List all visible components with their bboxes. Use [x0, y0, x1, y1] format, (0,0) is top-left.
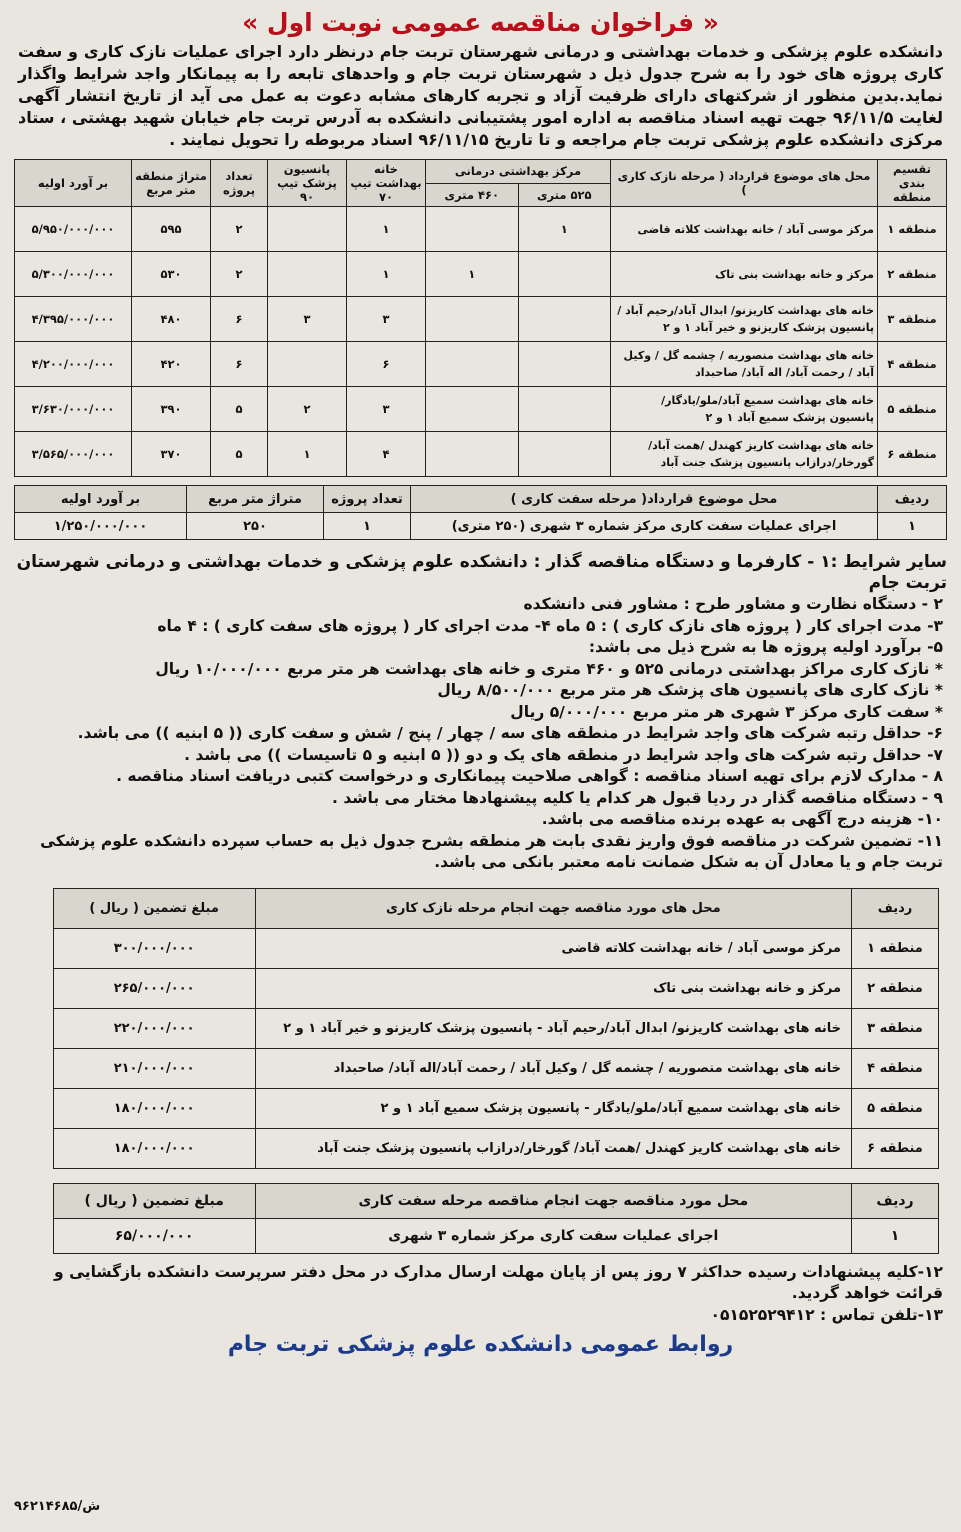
cell-estimate: ۵/۳۰۰/۰۰۰/۰۰۰ [15, 252, 132, 297]
cell-row: منطقه ۶ [852, 1128, 939, 1168]
col-hc-525: ۵۲۵ متری [518, 183, 610, 207]
cell-hc525 [518, 342, 610, 387]
cell-count: ۶ [211, 342, 268, 387]
condition-item: ۱۱- تضمین شرکت در مناقصه فوق واریز نقدی بابت هر منطقه بشرح جدول ذیل به حساب سپرده دانشکده علوم پزشکی تربت جام و یا معادل آن به شکل ضمانت نامه معتبر بانکی می باشد. [40, 831, 943, 871]
cell-count: ۵ [211, 387, 268, 432]
cell-region: منطقه ۳ [878, 297, 947, 342]
notice-title: « فراخوان مناقصه عمومی نوبت اول » [242, 8, 719, 37]
cell-house: ۶ [347, 342, 426, 387]
cell-amount: ۲۱۰/۰۰۰/۰۰۰ [53, 1048, 255, 1088]
cell-row: منطقه ۲ [852, 968, 939, 1008]
cell-location: خانه های بهداشت کاریزنو/ ابدال آباد/رحیم آباد /پانسیون پزشک کاریزنو و خیر آباد ۱ و ۲ [611, 297, 878, 342]
cell-hc460 [426, 297, 519, 342]
cell-location: مرکز موسی آباد / خانه بهداشت کلاته قاضی [611, 207, 878, 252]
cell-amount: ۱۸۰/۰۰۰/۰۰۰ [53, 1128, 255, 1168]
cell-amount: ۳۰۰/۰۰۰/۰۰۰ [53, 928, 255, 968]
table-row [15, 432, 947, 477]
table-row [53, 928, 938, 968]
condition-item: ۹ - دستگاه مناقصه گذار در ردیا قبول هر کدام یا کلیه پیشنهادها مختار می باشد . [332, 788, 943, 807]
cell-hc525 [518, 432, 610, 477]
closing-notes [18, 1262, 943, 1327]
cell-row: منطقه ۴ [852, 1048, 939, 1088]
cell-location: خانه های بهداشت منصوریه / چشمه گل / وکیل آباد / رحمت آباد/اله آباد/ صاحبداد [255, 1048, 851, 1088]
cell-area: ۵۹۵ [132, 207, 211, 252]
cell-location: خانه های بهداشت کاریز کهندل /همت آباد/ گورخار/درازاب پانسیون پزشک جنت آباد [611, 432, 878, 477]
cell-area: ۳۹۰ [132, 387, 211, 432]
intro-paragraph: دانشکده علوم پزشکی و خدمات بهداشتی و درمانی شهرستان تربت جام درنظر دارد اجرای عملیات نازک کاری و سفت کاری پروژه های خود را به شرح جدول ذیل د شهرستان تربت جام و واحدهای تابعه را به پیمانکار واجد شرایط واگذار نماید.بدین منظور از شرکتهای دارای ظرفیت آزاد و تجربه کارهای مشابه دعوت به عمل می آید از تاریخ انتشار آگهی لغایت ۹۶/۱۱/۵ جهت تهیه اسناد مناقصه به اداره امور پشتیبانی دانشکده به آدرس تربت جام خیابان شهید بهشتی ، ستاد مرکزی دانشکده علوم پزشکی تربت جام مراجعه و تا تاریخ ۹۶/۱۱/۱۵ اسناد مربوطه را تحویل نمایند . [18, 42, 944, 149]
cell-location: مرکز موسی آباد / خانه بهداشت کلاته قاضی [255, 928, 851, 968]
col-location: محل های موضوع قرارداد ( مرحله نازک کاری ) [611, 160, 878, 207]
cell-hc525 [518, 297, 610, 342]
col-row: ردیف [878, 486, 947, 513]
cell-pansion [268, 252, 347, 297]
cell-count: ۲ [211, 207, 268, 252]
cell-amount: ۲۶۵/۰۰۰/۰۰۰ [53, 968, 255, 1008]
cell-pansion: ۱ [268, 432, 347, 477]
condition-item: * نازک کاری مراکز بهداشتی درمانی ۵۲۵ و ۴۶۰ متری و خانه های بهداشت هر متر مربع ۱۰/۰۰۰/۰۰۰ ریال [155, 659, 943, 678]
cell-pansion [268, 342, 347, 387]
cell-location: اجرای عملیات سفت کاری مرکز شماره ۳ شهری [255, 1218, 851, 1253]
cell-house: ۳ [347, 387, 426, 432]
cell-pansion: ۲ [268, 387, 347, 432]
col-amount: مبلغ تضمین ( ریال ) [53, 888, 255, 928]
col-count: تعداد پروژه [211, 160, 268, 207]
cell-estimate: ۳/۶۳۰/۰۰۰/۰۰۰ [15, 387, 132, 432]
cell-location: خانه های بهداشت کاریز کهندل /همت آباد/ گورخار/درازاب پانسیون پزشک جنت آباد [255, 1128, 851, 1168]
cell-region: منطقه ۴ [878, 342, 947, 387]
cell-amount: ۲۲۰/۰۰۰/۰۰۰ [53, 1008, 255, 1048]
table-row [53, 1088, 938, 1128]
cell-location: اجرای عملیات سفت کاری مرکز شماره ۳ شهری (۲۵۰ متری) [411, 513, 878, 540]
cell-location: خانه های بهداشت منصوریه / چشمه گل / وکیل آباد / رحمت آباد/ اله آباد/ صاحبداد [611, 342, 878, 387]
cell-pansion [268, 207, 347, 252]
cell-hc460 [426, 207, 519, 252]
cell-region: منطقه ۱ [878, 207, 947, 252]
cell-hc460 [426, 432, 519, 477]
table-row [53, 1218, 938, 1253]
conditions-list [18, 594, 943, 874]
col-pansion: پانسیون پزشک تیپ ۹۰ [268, 160, 347, 207]
cell-location: مرکز و خانه بهداشت بنی تاک [255, 968, 851, 1008]
col-count: تعداد پروژه [324, 486, 411, 513]
col-hc-460: ۴۶۰ متری [426, 183, 519, 207]
cell-row: ۱ [878, 513, 947, 540]
cell-amount: ۱۸۰/۰۰۰/۰۰۰ [53, 1088, 255, 1128]
col-health-house: خانه بهداشت تیپ ۷۰ [347, 160, 426, 207]
cell-estimate: ۴/۲۰۰/۰۰۰/۰۰۰ [15, 342, 132, 387]
structural-project-table [14, 485, 947, 540]
structural-guarantee-table [53, 1183, 939, 1254]
cell-hc525 [518, 387, 610, 432]
table-row [15, 297, 947, 342]
table-row [53, 1008, 938, 1048]
cell-house: ۴ [347, 432, 426, 477]
col-estimate: بر آورد اولیه [15, 160, 132, 207]
condition-item: ۵- برآورد اولیه پروژه ها به شرح ذیل می باشد: [588, 638, 943, 656]
cell-region: منطقه ۶ [878, 432, 947, 477]
finishing-projects-table [14, 159, 947, 477]
col-estimate: بر آورد اولیه [15, 486, 187, 513]
table-row [15, 342, 947, 387]
condition-item: ۱۰- هزینه درج آگهی به عهده برنده مناقصه می باشد. [541, 810, 943, 828]
col-location: محل های مورد مناقصه جهت انجام مرحله نازک کاری [255, 888, 851, 928]
cell-estimate: ۴/۳۹۵/۰۰۰/۰۰۰ [15, 297, 132, 342]
public-relations-signature: روابط عمومی دانشکده علوم پزشکی تربت جام [227, 1332, 734, 1357]
col-area: متراژ متر مربع [187, 486, 324, 513]
cell-area: ۵۳۰ [132, 252, 211, 297]
cell-region: منطقه ۵ [878, 387, 947, 432]
table-row [53, 1128, 938, 1168]
cell-hc460 [426, 387, 519, 432]
cell-location: خانه های بهداشت کاریزنو/ ابدال آباد/رحیم آباد - پانسیون پزشک کاریزنو و خیر آباد ۱ و ۲ [255, 1008, 851, 1048]
cell-area: ۴۲۰ [132, 342, 211, 387]
col-area: متراژ منطقه متر مربع [132, 160, 211, 207]
cell-hc460: ۱ [426, 252, 519, 297]
cell-row: منطقه ۳ [852, 1008, 939, 1048]
cell-area: ۳۷۰ [132, 432, 211, 477]
cell-count: ۵ [211, 432, 268, 477]
cell-location: خانه های بهداشت سمیع آباد/ملو/یادگار/ پانسیون پزشک سمیع آباد ۱ و ۲ [611, 387, 878, 432]
condition-item: ۲ - دستگاه نظارت و مشاور طرح : مشاور فنی دانشکده [523, 595, 943, 613]
condition-item: ۸ - مدارک لازم برای تهیه اسناد مناقصه : گواهی صلاحیت پیمانکاری و درخواست کتبی دریافت اسناد مناقصه . [116, 767, 943, 785]
col-region: تقسیم بندی منطقه [878, 160, 947, 207]
cell-location: مرکز و خانه بهداشت بنی تاک [611, 252, 878, 297]
cell-pansion: ۳ [268, 297, 347, 342]
condition-item: ۶- حداقل رتبه شرکت های واجد شرایط در منطقه های سه / چهار / پنج / شش و سفت کاری (( ۵ ابنیه )) می باشد. [77, 724, 943, 742]
table-row [53, 968, 938, 1008]
cell-hc525 [518, 252, 610, 297]
cell-amount: ۶۵/۰۰۰/۰۰۰ [53, 1218, 255, 1253]
ad-code: ۹۶۲۱۴۶۸۵/ش [14, 1499, 101, 1514]
col-row: ردیف [852, 888, 939, 928]
cell-row: ۱ [852, 1218, 939, 1253]
col-location: محل موضوع قرارداد( مرحله سفت کاری ) [411, 486, 878, 513]
cell-count: ۶ [211, 297, 268, 342]
cell-location: خانه های بهداشت سمیع آباد/ملو/یادگار - پانسیون پزشک سمیع آباد ۱ و ۲ [255, 1088, 851, 1128]
closing-item: ۱۲-کلیه پیشنهادات رسیده حداکثر ۷ روز پس از پایان مهلت ارسال مدارک در محل دفتر سرپرست دانشکده بازگشایی و قرائت خواهد گردید. [54, 1262, 943, 1302]
col-amount: مبلغ تضمین ( ریال ) [53, 1183, 255, 1218]
cell-estimate: ۱/۲۵۰/۰۰۰/۰۰۰ [15, 513, 187, 540]
cell-area: ۴۸۰ [132, 297, 211, 342]
cell-estimate: ۳/۵۶۵/۰۰۰/۰۰۰ [15, 432, 132, 477]
col-health-center: مرکز بهداشتی درمانی [426, 160, 611, 184]
cell-hc460 [426, 342, 519, 387]
table-row [15, 207, 947, 252]
contact-phone: ۱۳-تلفن تماس : ۰۵۱۵۲۵۲۹۴۱۲ [710, 1305, 943, 1324]
condition-item: * سفت کاری مرکز ۳ شهری هر متر مربع ۵/۰۰۰/۰۰۰ ریال [510, 702, 943, 721]
cell-region: منطقه ۲ [878, 252, 947, 297]
conditions-heading: سایر شرایط :۱ - کارفرما و دستگاه مناقصه گذار : دانشکده علوم پزشکی و خدمات بهداشتی و درمانی شهرستان تربت جام [16, 552, 947, 593]
cell-area: ۲۵۰ [187, 513, 324, 540]
cell-house: ۱ [347, 207, 426, 252]
cell-row: منطقه ۱ [852, 928, 939, 968]
condition-item: ۷- حداقل رتبه شرکت های واجد شرایط در منطقه های یک و دو (( ۵ ابنیه و ۵ تاسیسات )) می باشد . [184, 745, 943, 764]
cell-hc525: ۱ [518, 207, 610, 252]
table-row [15, 387, 947, 432]
condition-item: ۳- مدت اجرای کار ( پروژه های نازک کاری ) : ۵ ماه ۴- مدت اجرای کار ( پروژه های سفت کاری ) : ۴ ماه [157, 616, 943, 635]
col-row: ردیف [852, 1183, 939, 1218]
col-location: محل مورد مناقصه جهت انجام مناقصه مرحله سفت کاری [255, 1183, 851, 1218]
cell-house: ۳ [347, 297, 426, 342]
finishing-projects-body [15, 207, 947, 477]
table-row [53, 1048, 938, 1088]
cell-count: ۱ [324, 513, 411, 540]
table-row [15, 252, 947, 297]
cell-count: ۲ [211, 252, 268, 297]
table-row [15, 513, 947, 540]
finishing-guarantee-table [53, 888, 939, 1169]
condition-item: * نازک کاری های پانسیون های پزشک هر متر مربع ۸/۵۰۰/۰۰۰ ریال [437, 681, 943, 699]
cell-house: ۱ [347, 252, 426, 297]
cell-row: منطقه ۵ [852, 1088, 939, 1128]
cell-estimate: ۵/۹۵۰/۰۰۰/۰۰۰ [15, 207, 132, 252]
